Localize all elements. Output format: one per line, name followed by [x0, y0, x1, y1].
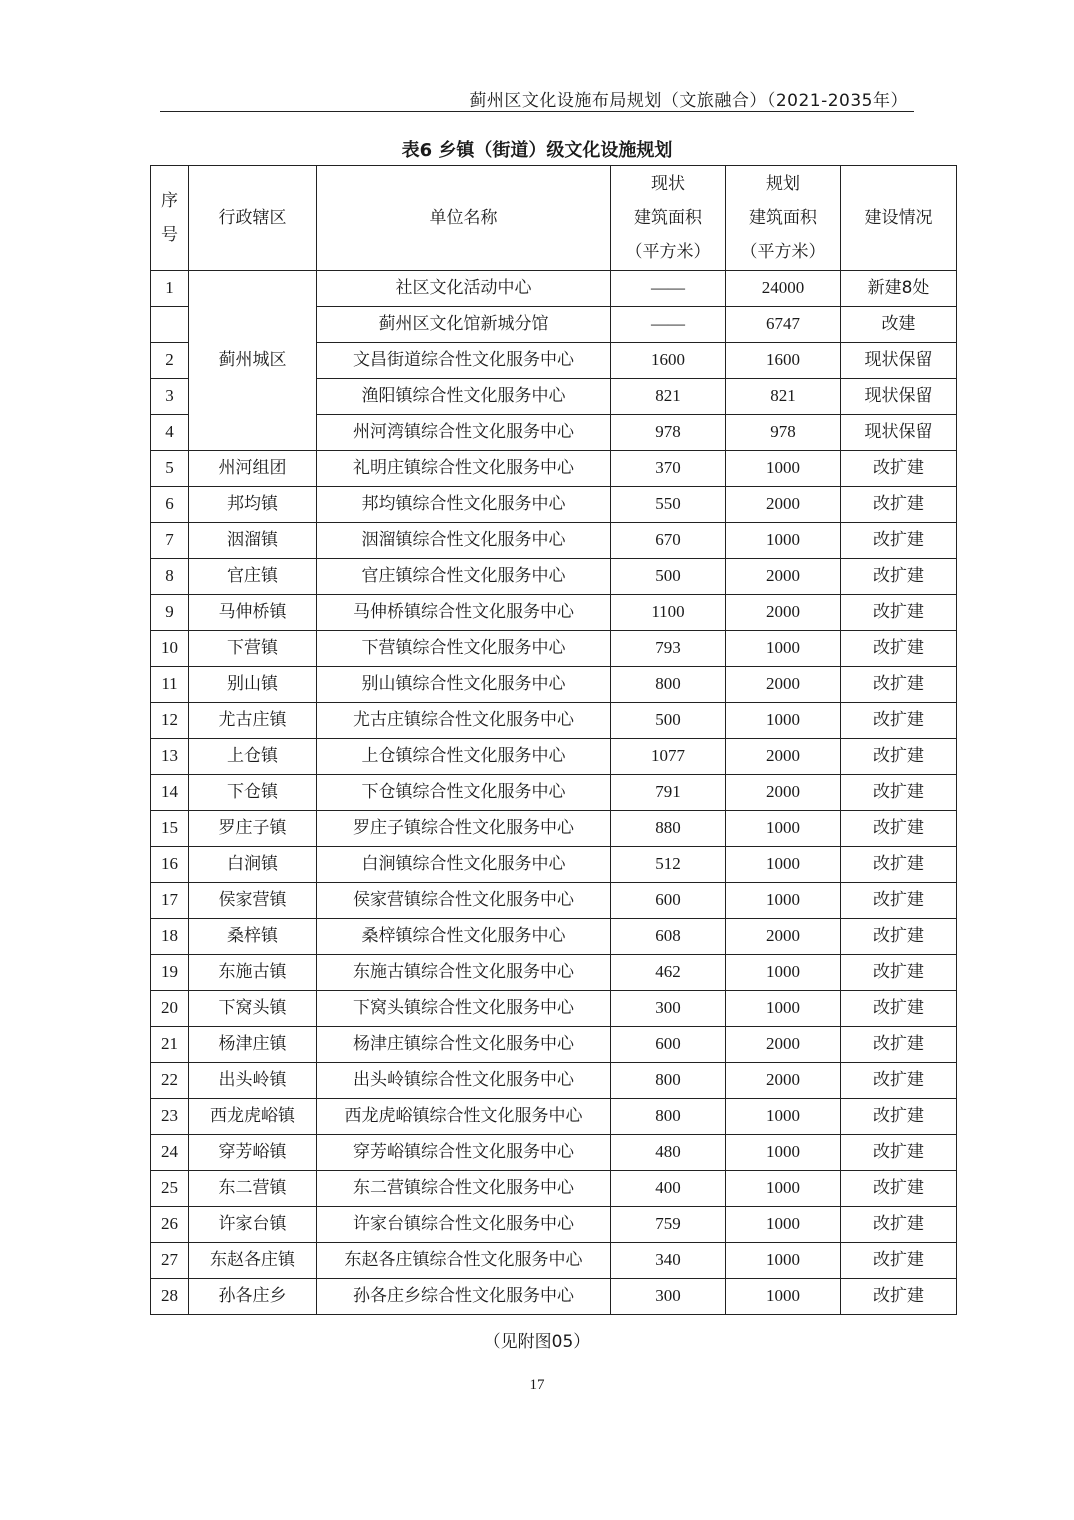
cell-seq: 15	[151, 811, 189, 847]
header-planned-area	[726, 166, 841, 271]
cell-district: 蓟州城区	[189, 271, 317, 451]
cell-planned-area: 2000	[726, 919, 841, 955]
cell-planned-area: 2000	[726, 1027, 841, 1063]
cell-status: 改扩建	[841, 451, 957, 487]
cell-status: 改扩建	[841, 955, 957, 991]
cell-seq: 28	[151, 1279, 189, 1315]
cell-status: 改扩建	[841, 883, 957, 919]
cell-district: 穿芳峪镇	[189, 1135, 317, 1171]
table-row	[151, 739, 957, 775]
cell-district: 侯家营镇	[189, 883, 317, 919]
cell-current-area: 300	[611, 991, 726, 1027]
cell-current-area: 821	[611, 379, 726, 415]
cell-current-area: ——	[611, 307, 726, 343]
cell-current-area: 400	[611, 1171, 726, 1207]
cell-seq	[151, 307, 189, 343]
cell-unit: 桑梓镇综合性文化服务中心	[317, 919, 611, 955]
page-number: 17	[529, 1377, 545, 1393]
cell-status: 改建	[841, 307, 957, 343]
cell-district: 尤古庄镇	[189, 703, 317, 739]
table-caption: 表6 乡镇（街道）级文化设施规划	[401, 140, 673, 161]
cell-status: 改扩建	[841, 1207, 957, 1243]
cell-planned-area: 2000	[726, 1063, 841, 1099]
cell-district: 杨津庄镇	[189, 1027, 317, 1063]
cell-status: 改扩建	[841, 991, 957, 1027]
table-row	[151, 595, 957, 631]
cell-district: 东赵各庄镇	[189, 1243, 317, 1279]
cell-unit: 洇溜镇综合性文化服务中心	[317, 523, 611, 559]
cell-unit: 杨津庄镇综合性文化服务中心	[317, 1027, 611, 1063]
cell-status: 现状保留	[841, 379, 957, 415]
header-planned-line-3: （平方米）	[740, 242, 826, 262]
cell-planned-area: 2000	[726, 667, 841, 703]
cell-seq: 22	[151, 1063, 189, 1099]
cell-planned-area: 1000	[726, 1171, 841, 1207]
cell-unit: 社区文化活动中心	[317, 271, 611, 307]
cell-status: 改扩建	[841, 703, 957, 739]
cell-seq: 11	[151, 667, 189, 703]
cell-seq: 21	[151, 1027, 189, 1063]
cell-unit: 侯家营镇综合性文化服务中心	[317, 883, 611, 919]
cell-district: 出头岭镇	[189, 1063, 317, 1099]
cell-status: 现状保留	[841, 415, 957, 451]
cell-unit: 下窝头镇综合性文化服务中心	[317, 991, 611, 1027]
cell-district: 西龙虎峪镇	[189, 1099, 317, 1135]
cell-unit: 别山镇综合性文化服务中心	[317, 667, 611, 703]
cell-current-area: 800	[611, 667, 726, 703]
table-row	[151, 559, 957, 595]
table-row	[151, 1207, 957, 1243]
header-seq	[151, 166, 189, 271]
cell-seq: 10	[151, 631, 189, 667]
cell-district: 东施古镇	[189, 955, 317, 991]
cell-planned-area: 1000	[726, 1207, 841, 1243]
header-current-line-3: （平方米）	[625, 242, 711, 262]
table-row	[151, 775, 957, 811]
running-header-title: 蓟州区文化设施布局规划（文旅融合）（2021-2035年）	[469, 91, 908, 111]
header-status: 建设情况	[841, 166, 957, 271]
figure-reference-note: （见附图05）	[483, 1332, 591, 1352]
header-district: 行政辖区	[189, 166, 317, 271]
cell-planned-area: 2000	[726, 595, 841, 631]
cell-planned-area: 1000	[726, 1099, 841, 1135]
cell-current-area: 1600	[611, 343, 726, 379]
cell-unit: 上仓镇综合性文化服务中心	[317, 739, 611, 775]
cell-seq: 27	[151, 1243, 189, 1279]
cell-current-area: 793	[611, 631, 726, 667]
cell-unit: 文昌街道综合性文化服务中心	[317, 343, 611, 379]
cell-current-area: 300	[611, 1279, 726, 1315]
cell-unit: 下营镇综合性文化服务中心	[317, 631, 611, 667]
cell-district: 官庄镇	[189, 559, 317, 595]
cell-seq: 13	[151, 739, 189, 775]
table-row	[151, 667, 957, 703]
cell-district: 下仓镇	[189, 775, 317, 811]
table-row	[151, 1135, 957, 1171]
cell-status: 改扩建	[841, 523, 957, 559]
cell-status: 改扩建	[841, 739, 957, 775]
cell-current-area: 340	[611, 1243, 726, 1279]
cell-district: 下营镇	[189, 631, 317, 667]
table-row	[151, 1279, 957, 1315]
cell-seq: 7	[151, 523, 189, 559]
cell-unit: 东二营镇综合性文化服务中心	[317, 1171, 611, 1207]
cell-unit: 西龙虎峪镇综合性文化服务中心	[317, 1099, 611, 1135]
header-current-line-1: 现状	[651, 174, 685, 194]
cell-status: 改扩建	[841, 1135, 957, 1171]
cell-district: 许家台镇	[189, 1207, 317, 1243]
table-row	[151, 271, 957, 307]
cell-planned-area: 1000	[726, 811, 841, 847]
table-row	[151, 631, 957, 667]
cell-seq: 1	[151, 271, 189, 307]
table-row	[151, 919, 957, 955]
cell-current-area: 800	[611, 1099, 726, 1135]
cell-district: 下窝头镇	[189, 991, 317, 1027]
cell-district: 罗庄子镇	[189, 811, 317, 847]
cell-unit: 礼明庄镇综合性文化服务中心	[317, 451, 611, 487]
cell-seq: 9	[151, 595, 189, 631]
cell-current-area: 1100	[611, 595, 726, 631]
cell-unit: 渔阳镇综合性文化服务中心	[317, 379, 611, 415]
cell-status: 改扩建	[841, 775, 957, 811]
table-row	[151, 847, 957, 883]
cell-district: 别山镇	[189, 667, 317, 703]
cell-unit: 出头岭镇综合性文化服务中心	[317, 1063, 611, 1099]
cell-unit: 尤古庄镇综合性文化服务中心	[317, 703, 611, 739]
table-row	[151, 1243, 957, 1279]
cell-planned-area: 1000	[726, 1135, 841, 1171]
cell-seq: 16	[151, 847, 189, 883]
cell-seq: 19	[151, 955, 189, 991]
cell-district: 上仓镇	[189, 739, 317, 775]
cell-status: 改扩建	[841, 1099, 957, 1135]
table-row	[151, 451, 957, 487]
cell-seq: 3	[151, 379, 189, 415]
cell-planned-area: 2000	[726, 739, 841, 775]
cell-status: 改扩建	[841, 811, 957, 847]
cell-seq: 26	[151, 1207, 189, 1243]
cell-planned-area: 1000	[726, 955, 841, 991]
facilities-table	[150, 165, 957, 1315]
cell-current-area: 800	[611, 1063, 726, 1099]
cell-unit: 蓟州区文化馆新城分馆	[317, 307, 611, 343]
cell-district: 邦均镇	[189, 487, 317, 523]
cell-planned-area: 2000	[726, 775, 841, 811]
cell-seq: 17	[151, 883, 189, 919]
header-seq-label: 序号	[161, 191, 178, 245]
cell-current-area: 600	[611, 883, 726, 919]
cell-status: 改扩建	[841, 1279, 957, 1315]
cell-status: 改扩建	[841, 667, 957, 703]
cell-current-area: 500	[611, 703, 726, 739]
header-planned-line-2: 建筑面积	[749, 208, 817, 228]
cell-status: 改扩建	[841, 595, 957, 631]
table-row	[151, 1027, 957, 1063]
header-planned-line-1: 规划	[766, 174, 800, 194]
cell-unit: 东施古镇综合性文化服务中心	[317, 955, 611, 991]
cell-current-area: 759	[611, 1207, 726, 1243]
cell-current-area: 608	[611, 919, 726, 955]
cell-district: 白涧镇	[189, 847, 317, 883]
table-row	[151, 703, 957, 739]
cell-current-area: 550	[611, 487, 726, 523]
cell-district: 州河组团	[189, 451, 317, 487]
table-row	[151, 1099, 957, 1135]
table-row	[151, 811, 957, 847]
cell-unit: 孙各庄乡综合性文化服务中心	[317, 1279, 611, 1315]
cell-planned-area: 1000	[726, 991, 841, 1027]
cell-planned-area: 2000	[726, 559, 841, 595]
cell-status: 改扩建	[841, 559, 957, 595]
cell-current-area: 1077	[611, 739, 726, 775]
cell-planned-area: 6747	[726, 307, 841, 343]
cell-current-area: 462	[611, 955, 726, 991]
cell-current-area: 512	[611, 847, 726, 883]
cell-seq: 2	[151, 343, 189, 379]
cell-current-area: 480	[611, 1135, 726, 1171]
cell-planned-area: 24000	[726, 271, 841, 307]
cell-unit: 下仓镇综合性文化服务中心	[317, 775, 611, 811]
cell-planned-area: 2000	[726, 487, 841, 523]
cell-current-area: 500	[611, 559, 726, 595]
header-current-area	[611, 166, 726, 271]
cell-seq: 5	[151, 451, 189, 487]
cell-district: 洇溜镇	[189, 523, 317, 559]
cell-seq: 24	[151, 1135, 189, 1171]
cell-status: 现状保留	[841, 343, 957, 379]
cell-status: 改扩建	[841, 487, 957, 523]
cell-district: 马伸桥镇	[189, 595, 317, 631]
cell-unit: 罗庄子镇综合性文化服务中心	[317, 811, 611, 847]
cell-planned-area: 1000	[726, 523, 841, 559]
cell-unit: 白涧镇综合性文化服务中心	[317, 847, 611, 883]
cell-district: 桑梓镇	[189, 919, 317, 955]
cell-planned-area: 1000	[726, 883, 841, 919]
cell-status: 改扩建	[841, 1027, 957, 1063]
cell-planned-area: 1000	[726, 451, 841, 487]
cell-status: 新建8处	[841, 271, 957, 307]
cell-planned-area: 1000	[726, 703, 841, 739]
cell-current-area: 791	[611, 775, 726, 811]
table-header-row	[151, 166, 957, 271]
cell-seq: 6	[151, 487, 189, 523]
cell-current-area: 600	[611, 1027, 726, 1063]
cell-unit: 东赵各庄镇综合性文化服务中心	[317, 1243, 611, 1279]
cell-unit: 邦均镇综合性文化服务中心	[317, 487, 611, 523]
cell-unit: 州河湾镇综合性文化服务中心	[317, 415, 611, 451]
cell-unit: 官庄镇综合性文化服务中心	[317, 559, 611, 595]
cell-current-area: 978	[611, 415, 726, 451]
cell-status: 改扩建	[841, 1243, 957, 1279]
cell-status: 改扩建	[841, 847, 957, 883]
cell-current-area: 880	[611, 811, 726, 847]
header-current-line-2: 建筑面积	[634, 208, 702, 228]
cell-planned-area: 1000	[726, 1279, 841, 1315]
table-row	[151, 1063, 957, 1099]
cell-seq: 4	[151, 415, 189, 451]
cell-unit: 马伸桥镇综合性文化服务中心	[317, 595, 611, 631]
cell-seq: 8	[151, 559, 189, 595]
cell-seq: 20	[151, 991, 189, 1027]
cell-planned-area: 1000	[726, 631, 841, 667]
table-row	[151, 955, 957, 991]
cell-status: 改扩建	[841, 631, 957, 667]
cell-seq: 25	[151, 1171, 189, 1207]
cell-unit: 许家台镇综合性文化服务中心	[317, 1207, 611, 1243]
cell-current-area: 370	[611, 451, 726, 487]
header-unit: 单位名称	[317, 166, 611, 271]
cell-planned-area: 1000	[726, 847, 841, 883]
table-row	[151, 1171, 957, 1207]
cell-current-area: 670	[611, 523, 726, 559]
cell-status: 改扩建	[841, 919, 957, 955]
table-row	[151, 523, 957, 559]
cell-current-area: ——	[611, 271, 726, 307]
table-row	[151, 991, 957, 1027]
cell-district: 孙各庄乡	[189, 1279, 317, 1315]
cell-planned-area: 978	[726, 415, 841, 451]
cell-planned-area: 1600	[726, 343, 841, 379]
cell-seq: 23	[151, 1099, 189, 1135]
cell-district: 东二营镇	[189, 1171, 317, 1207]
header-rule	[160, 111, 914, 112]
cell-seq: 12	[151, 703, 189, 739]
table-row	[151, 883, 957, 919]
cell-planned-area: 821	[726, 379, 841, 415]
table-row	[151, 487, 957, 523]
cell-status: 改扩建	[841, 1171, 957, 1207]
cell-unit: 穿芳峪镇综合性文化服务中心	[317, 1135, 611, 1171]
cell-status: 改扩建	[841, 1063, 957, 1099]
cell-seq: 18	[151, 919, 189, 955]
cell-seq: 14	[151, 775, 189, 811]
cell-planned-area: 1000	[726, 1243, 841, 1279]
table-body	[151, 271, 957, 1315]
